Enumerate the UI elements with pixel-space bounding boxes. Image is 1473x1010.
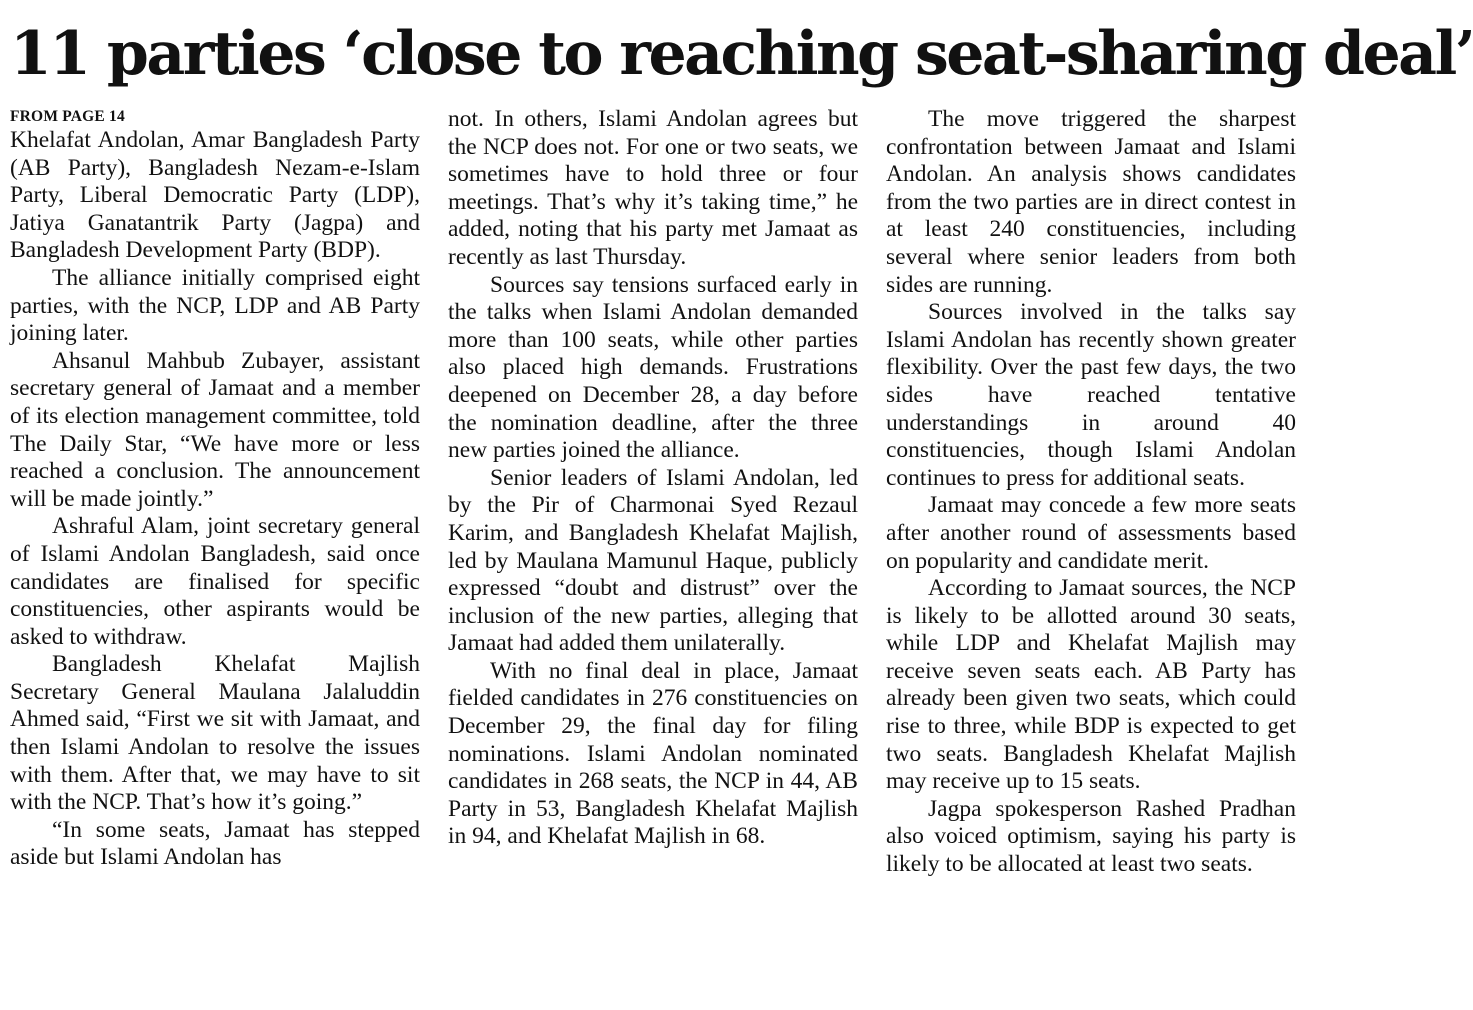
paragraph: Khelafat Andolan, Amar Bangladesh Party (AB Party), Bangladesh Nezam-e-Islam Party, Liberal Democratic Party (LDP), Jatiya Ganatantrik Party (Jagpa) and Bangladesh Development Party (BDP). xyxy=(10,127,420,264)
article-column-2 xyxy=(448,106,858,1002)
paragraph: Jagpa spokesperson Rashed Pradhan also voiced optimism, saying his party is likely to be allocated at least two seats. xyxy=(886,795,1296,878)
paragraph: Sources involved in the talks say Islami Andolan has recently shown greater flexibility. Over the past few days, the two sides have reached tentative understandings in around 40 constituencies, though Islami Andolan continues to press for additional seats. xyxy=(886,299,1296,491)
paragraph: Ahsanul Mahbub Zubayer, assistant secretary general of Jamaat and a member of its election management committee, told The Daily Star, “We have more or less reached a conclusion. The announcement will be made jointly.” xyxy=(10,347,420,512)
continued-from-kicker: FROM PAGE 14 xyxy=(10,108,125,125)
paragraph: “In some seats, Jamaat has stepped aside but Islami Andolan has xyxy=(10,816,420,871)
article-column-1 xyxy=(10,106,420,1002)
paragraph: With no final deal in place, Jamaat fielded candidates in 276 constituencies on December 29, the final day for filing nominations. Islami Andolan nominated candidates in 268 seats, the NCP in 44, AB Party in 53, Bangladesh Khelafat Majlish in 94, and Khelafat Majlish in 68. xyxy=(448,657,858,850)
paragraph: The alliance initially comprised eight parties, with the NCP, LDP and AB Party joining later. xyxy=(10,264,420,347)
paragraph: According to Jamaat sources, the NCP is likely to be allotted around 30 seats, while LDP and Khelafat Majlish may receive seven seats each. AB Party has already been given two seats, which could rise to three, while BDP is expected to get two seats. Bangladesh Khelafat Majlish may receive up to 15 seats. xyxy=(886,575,1296,795)
paragraph: Sources say tensions surfaced early in the talks when Islami Andolan demanded more than 100 seats, while other parties also placed high demands. Frustrations deepened on December 28, a day before the nomination deadline, after the three new parties joined the alliance. xyxy=(448,271,858,464)
paragraph: Bangladesh Khelafat Majlish Secretary General Maulana Jalaluddin Ahmed said, “First we sit with Jamaat, and then Islami Andolan to resolve the issues with them. After that, we may have to sit with the NCP. That’s how it’s going.” xyxy=(10,651,420,816)
paragraph: Jamaat may concede a few more seats after another round of assessments based on popularity and candidate merit. xyxy=(886,492,1296,574)
article-column-3 xyxy=(886,106,1296,1002)
paragraph: Senior leaders of Islami Andolan, led by the Pir of Charmonai Syed Rezaul Karim, and Bangladesh Khelafat Majlish, led by Maulana Mamunul Haque, publicly expressed “doubt and distrust” over the inclusion of the new parties, alleging that Jamaat had added them unilaterally. xyxy=(448,464,858,657)
headline: 11 parties ‘close to reaching seat-sharing deal’ xyxy=(10,19,1473,89)
paragraph: The move triggered the sharpest confrontation between Jamaat and Islami Andolan. An analysis shows candidates from the two parties are in direct contest in at least 240 constituencies, including several where senior leaders from both sides are running. xyxy=(886,106,1296,298)
paragraph: not. In others, Islami Andolan agrees but the NCP does not. For one or two seats, we sometimes have to hold three or four meetings. That’s why it’s taking time,” he added, noting that his party met Jamaat as recently as last Thursday. xyxy=(448,106,858,270)
paragraph: Ashraful Alam, joint secretary general of Islami Andolan Bangladesh, said once candidates are finalised for specific constituencies, other aspirants would be asked to withdraw. xyxy=(10,513,420,650)
